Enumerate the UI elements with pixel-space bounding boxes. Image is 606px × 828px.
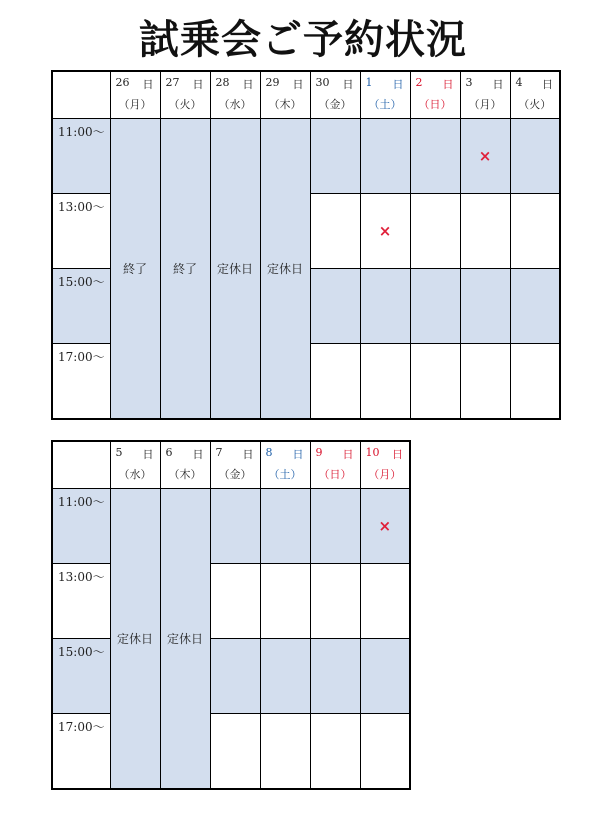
day-header: 4 日 （火） xyxy=(510,71,560,119)
slot-cell[interactable] xyxy=(210,714,260,789)
day-header: 30 日 （金） xyxy=(310,71,360,119)
slot-cell[interactable] xyxy=(260,489,310,564)
slot-cell[interactable] xyxy=(210,564,260,639)
day-header: 27 日 （火） xyxy=(160,71,210,119)
slot-cell[interactable] xyxy=(210,489,260,564)
booked-mark: × xyxy=(360,194,410,269)
day-header-saturday: 1 日 （土） xyxy=(360,71,410,119)
time-slot-label: 11:00〜 xyxy=(52,119,110,194)
slot-cell[interactable] xyxy=(360,344,410,419)
slot-cell[interactable] xyxy=(260,639,310,714)
slot-cell[interactable] xyxy=(510,194,560,269)
slot-cell[interactable] xyxy=(410,344,460,419)
slot-cell[interactable] xyxy=(460,269,510,344)
slot-cell[interactable] xyxy=(410,119,460,194)
corner-cell xyxy=(52,71,110,119)
slot-cell[interactable] xyxy=(260,564,310,639)
slot-cell[interactable] xyxy=(310,489,360,564)
time-slot-label: 17:00〜 xyxy=(52,714,110,789)
day-header-sunday: 2 日 （日） xyxy=(410,71,460,119)
booked-mark: × xyxy=(460,119,510,194)
slot-cell[interactable] xyxy=(310,269,360,344)
time-slot-label: 15:00〜 xyxy=(52,269,110,344)
closed-cell: 定休日 xyxy=(210,119,260,419)
slot-cell[interactable] xyxy=(310,344,360,419)
day-header-saturday: 8 日 （土） xyxy=(260,441,310,489)
slot-cell[interactable] xyxy=(360,639,410,714)
slot-cell[interactable] xyxy=(310,714,360,789)
day-header: 5 日 （水） xyxy=(110,441,160,489)
slot-cell[interactable] xyxy=(260,714,310,789)
slot-cell[interactable] xyxy=(410,269,460,344)
day-header: 26 日 （月） xyxy=(110,71,160,119)
slot-cell[interactable] xyxy=(460,194,510,269)
slot-cell[interactable] xyxy=(510,119,560,194)
closed-cell: 定休日 xyxy=(260,119,310,419)
slot-cell[interactable] xyxy=(360,564,410,639)
slot-cell[interactable] xyxy=(360,269,410,344)
reservation-table-1 xyxy=(51,70,561,420)
closed-cell: 定休日 xyxy=(110,489,160,789)
closed-cell: 終了 xyxy=(110,119,160,419)
day-header-sunday: 9 日 （日） xyxy=(310,441,360,489)
slot-cell[interactable] xyxy=(360,119,410,194)
slot-cell[interactable] xyxy=(410,194,460,269)
page-title: 試乗会ご予約状況 xyxy=(139,16,467,63)
slot-cell[interactable] xyxy=(310,564,360,639)
closed-cell: 終了 xyxy=(160,119,210,419)
day-header-holiday: 10 日 （月） xyxy=(360,441,410,489)
time-slot-label: 13:00〜 xyxy=(52,564,110,639)
day-header: 7 日 （金） xyxy=(210,441,260,489)
day-header: 3 日 （月） xyxy=(460,71,510,119)
time-slot-label: 13:00〜 xyxy=(52,194,110,269)
corner-cell xyxy=(52,441,110,489)
slot-cell[interactable] xyxy=(460,344,510,419)
booked-mark: × xyxy=(360,489,410,564)
slot-cell[interactable] xyxy=(310,119,360,194)
slot-cell[interactable] xyxy=(210,639,260,714)
reservation-table-2 xyxy=(51,440,411,790)
time-slot-label: 17:00〜 xyxy=(52,344,110,419)
slot-cell[interactable] xyxy=(310,194,360,269)
slot-cell[interactable] xyxy=(510,269,560,344)
day-header: 29 日 （木） xyxy=(260,71,310,119)
closed-cell: 定休日 xyxy=(160,489,210,789)
time-slot-label: 15:00〜 xyxy=(52,639,110,714)
day-header: 28 日 （水） xyxy=(210,71,260,119)
day-header: 6 日 （木） xyxy=(160,441,210,489)
slot-cell[interactable] xyxy=(310,639,360,714)
slot-cell[interactable] xyxy=(360,714,410,789)
slot-cell[interactable] xyxy=(510,344,560,419)
time-slot-label: 11:00〜 xyxy=(52,489,110,564)
